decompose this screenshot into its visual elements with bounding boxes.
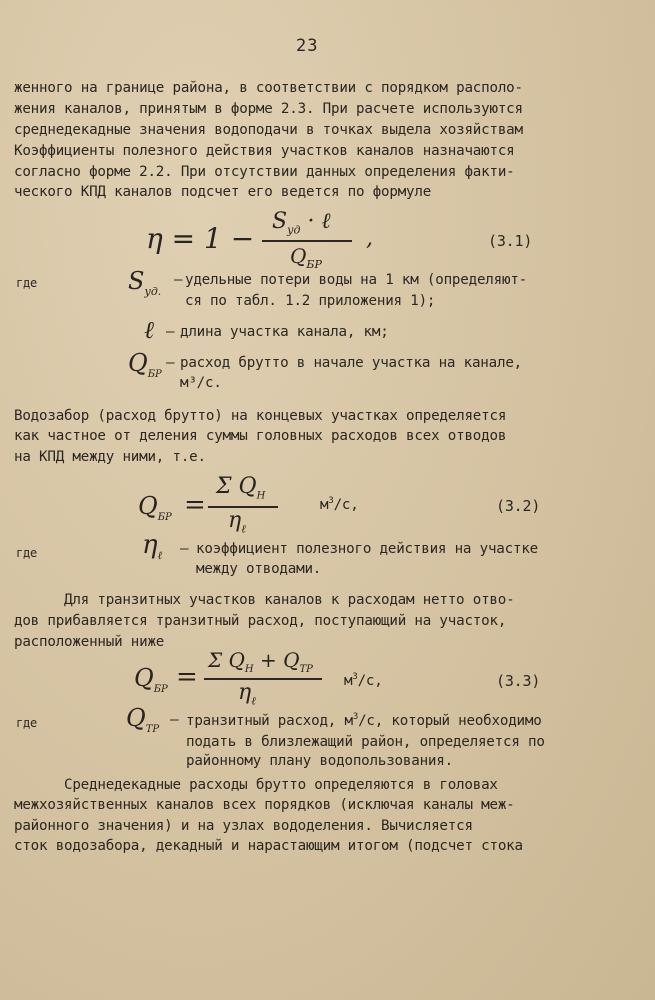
eq3-numerator: Σ $Q_Н + Q_{ТР}$: [208, 648, 313, 675]
eq1-comma: ,: [366, 226, 373, 251]
para1-line-3: среднедекадные значения водоподачи в точках выдела хозяйствам: [14, 122, 523, 138]
para1-line-6: ческого КПД каналов подсчет его ведется по формуле: [14, 184, 432, 200]
eq2-unit: $м^3/с$,: [320, 496, 359, 513]
para3-line-2: дов прибавляется транзитный расход, поступающий на участок,: [14, 613, 507, 629]
def-eta-l-line-2: между отводами.: [196, 561, 322, 577]
para1-line-1: женного на границе района, в соответствии с порядком располо-: [14, 80, 523, 96]
eq2-numerator: Σ $Q_Н$: [216, 474, 266, 502]
eq1-numerator: $S_{уд}$ · ℓ: [272, 209, 331, 237]
para1-line-5: согласно форме 2.2. При отсутствии данных определения факти-: [14, 164, 515, 180]
eq3-lhs: $Q_{БР}$: [134, 664, 168, 695]
def-symbol-l: ℓ: [144, 316, 154, 344]
eq3-unit: $м^3/с$,: [344, 672, 383, 689]
eq1-lhs: η = 1 −: [146, 222, 255, 255]
eq1-fraction-bar: [262, 240, 352, 242]
eq3-denominator: $\eta_\ell$: [238, 680, 256, 708]
def-s-ud-line-2: ся по табл. 1.2 приложения 1);: [185, 293, 436, 309]
para1-line-2: жения каналов, принятым в форме 2.3. При расчете используются: [14, 101, 523, 117]
eq1-number: (3.1): [488, 232, 533, 250]
def-dash-5: –: [170, 712, 179, 728]
where-label-2: где: [16, 546, 38, 560]
eq2-lhs: $Q_{БР}$: [138, 492, 172, 523]
def-dash-4: –: [180, 541, 189, 557]
para4-line-3: районного значения) и на узлах вододеления. Вычисляется: [14, 818, 473, 834]
para1-line-4: Коэффициенты полезного действия участков каналов назначаются: [14, 143, 515, 159]
def-dash-2: –: [166, 324, 175, 340]
def-q-tr-line-1: транзитный расход, $м^3/с$, который необходимо: [186, 712, 542, 729]
def-l-line-1: длина участка канала, км;: [180, 324, 389, 340]
eq2-equals: =: [184, 490, 206, 520]
eq2-denominator: $\eta_\ell$: [228, 508, 246, 536]
def-eta-l-line-1: коэффициент полезного действия на участке: [196, 541, 539, 557]
def-symbol-eta-l: $\eta_\ell$: [142, 530, 163, 563]
para4-line-2: межхозяйственных каналов всех порядков (исключая каналы меж-: [14, 797, 515, 813]
eq3-fraction-bar: [204, 678, 322, 680]
para4-line-1: Среднедекадные расходы брутто определяются в головах: [64, 777, 498, 793]
def-dash-3: –: [166, 355, 175, 371]
para2-line-1: Водозабор (расход брутто) на концевых участках определяется: [14, 408, 507, 424]
page-number: 23: [296, 36, 319, 56]
def-symbol-q-tr: $Q_{ТР}$: [126, 704, 160, 735]
para3-line-1: Для транзитных участков каналов к расходам нетто отво-: [64, 592, 515, 608]
def-q-br-line-2: м³/с.: [180, 375, 222, 391]
para3-line-3: расположенный ниже: [14, 634, 165, 650]
where-label-1: где: [16, 276, 38, 290]
def-s-ud-line-1: удельные потери воды на 1 км (определяют-: [185, 272, 528, 288]
eq3-equals: =: [176, 662, 198, 692]
def-q-tr-line-3: районному плану водопользования.: [186, 753, 453, 769]
para2-line-2: как частное от деления суммы головных расходов всех отводов: [14, 428, 507, 444]
where-label-3: где: [16, 716, 38, 730]
def-symbol-q-br: $Q_{БР}$: [128, 349, 162, 380]
def-q-tr-line-2: подать в близлежащий район, определяется по: [186, 734, 545, 750]
def-q-br-line-1: расход брутто в начале участка на канале,: [180, 355, 523, 371]
eq2-number: (3.2): [496, 497, 541, 515]
para2-line-3: на КПД между ними, т.е.: [14, 449, 206, 465]
def-symbol-s-ud: $S_{уд.}$: [128, 267, 162, 298]
def-dash-1: –: [174, 272, 183, 288]
eq3-number: (3.3): [496, 672, 541, 690]
para4-line-4: сток водозабора, декадный и нарастающим итогом (подсчет стока: [14, 838, 523, 854]
eq1-denominator: $Q_{БР}$: [290, 244, 322, 271]
